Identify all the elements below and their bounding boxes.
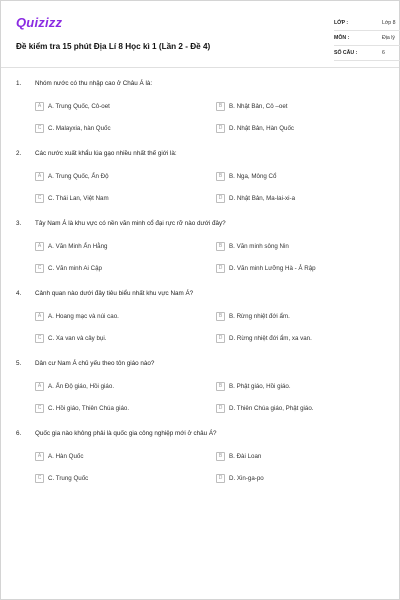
answer-option-c[interactable] [35,121,111,135]
option-letter-box[interactable]: A [35,452,44,461]
option-text: C. Xa van và cây bụi. [48,334,107,342]
option-text: A. Ấn Độ giáo, Hồi giáo. [48,382,115,390]
question-text: Dân cư Nam Á chủ yếu theo tôn giáo nào? [35,360,155,367]
question-text: Tây Nam Á là khu vực có nền văn minh cổ đại rực rỡ nào dưới đây? [35,220,226,227]
option-text: B. Nga, Mông Cổ [229,172,277,180]
option-text: D. Thiên Chúa giáo, Phật giáo. [229,404,314,412]
meta-label: MÔN : [334,35,350,41]
answer-option-c[interactable] [35,471,88,485]
answer-option-d[interactable] [216,121,294,135]
option-letter-box[interactable]: A [35,172,44,181]
option-text: C. Trung Quốc [48,474,89,482]
meta-row-count [334,46,400,61]
answer-option-d[interactable] [216,191,295,205]
option-letter-box[interactable]: D [216,194,225,203]
option-letter-box[interactable]: D [216,334,225,343]
question-5 [16,360,384,420]
answer-option-b[interactable] [216,309,290,323]
answer-option-d[interactable] [216,471,264,485]
option-text: B. Phật giáo, Hồi giáo. [229,382,291,390]
answer-option-c[interactable] [35,401,129,415]
answer-option-a[interactable] [35,99,110,113]
question-number: 6. [16,430,22,437]
option-letter-box[interactable]: A [35,242,44,251]
option-text: A. Trung Quốc, Ấn Độ [48,172,109,180]
answer-option-d[interactable] [216,261,316,275]
option-text: D. Nhật Bản, Ma-lai-xi-a [229,194,296,202]
question-number: 2. [16,150,22,157]
option-text: D. Rừng nhiệt đới ẩm, xa van. [229,334,312,342]
question-text: Nhóm nước có thu nhập cao ở Châu Á là: [35,80,153,87]
question-2 [16,150,384,210]
question-number: 5. [16,360,22,367]
question-text: Các nước xuất khẩu lúa gạo nhiều nhất thế giới là: [35,150,177,157]
question-number: 4. [16,290,22,297]
option-text: A. Hoang mạc và núi cao. [48,312,119,320]
answer-option-b[interactable] [216,169,276,183]
option-letter-box[interactable]: B [216,312,225,321]
meta-row-subject [334,31,400,46]
option-letter-box[interactable]: B [216,452,225,461]
meta-value: 6 [382,50,385,56]
option-text: C. Malayxia, hàn Quốc [48,124,111,132]
option-letter-box[interactable]: D [216,404,225,413]
option-letter-box[interactable]: B [216,172,225,181]
answer-option-c[interactable] [35,331,106,345]
option-text: B. Văn minh sông Nin [229,242,289,250]
question-3 [16,220,384,280]
option-text: B. Đài Loan [229,452,262,460]
quizizz-logo: Quizizz [16,15,63,30]
meta-label: SỐ CÂU : [334,50,358,56]
option-text: B. Rừng nhiệt đới ẩm. [229,312,290,320]
option-letter-box[interactable]: C [35,264,44,273]
meta-table [334,16,400,61]
option-letter-box[interactable]: B [216,242,225,251]
option-text: D. Văn minh Lưỡng Hà - Ả Rập [229,264,316,272]
option-letter-box[interactable]: B [216,382,225,391]
option-letter-box[interactable]: A [35,102,44,111]
question-number: 3. [16,220,22,227]
question-6 [16,430,384,490]
header-divider [1,67,399,68]
answer-option-a[interactable] [35,309,119,323]
answer-option-a[interactable] [35,379,114,393]
option-letter-box[interactable]: D [216,124,225,133]
option-text: C. Văn minh Ai Cập [48,264,102,272]
worksheet-title: Đề kiểm tra 15 phút Địa Lí 8 Học kì 1 (Lần 2 - Đề 4) [16,42,211,51]
answer-option-b[interactable] [216,449,261,463]
option-text: A. Văn Minh Ấn Hằng [48,242,108,250]
option-letter-box[interactable]: C [35,124,44,133]
answer-option-b[interactable] [216,99,287,113]
option-text: A. Trung Quốc, Cô-oet [48,102,110,110]
option-text: B. Nhật Bản, Cô –oet [229,102,288,110]
option-letter-box[interactable]: C [35,404,44,413]
question-4 [16,290,384,350]
option-text: C. Hồi giáo, Thiên Chúa giáo. [48,404,130,412]
option-letter-box[interactable]: A [35,312,44,321]
answer-option-d[interactable] [216,401,314,415]
option-text: D. Xin-ga-po [229,474,264,482]
option-letter-box[interactable]: D [216,474,225,483]
answer-option-b[interactable] [216,379,291,393]
option-letter-box[interactable]: C [35,474,44,483]
answer-option-a[interactable] [35,169,109,183]
option-text: D. Nhật Bản, Hàn Quốc [229,124,295,132]
question-text: Quốc gia nào không phải là quốc gia công nghiệp mới ở châu Á? [35,430,217,437]
meta-value: Địa lý [382,35,395,41]
option-text: A. Hàn Quốc [48,452,84,460]
answer-option-b[interactable] [216,239,289,253]
answer-option-c[interactable] [35,261,102,275]
option-letter-box[interactable]: B [216,102,225,111]
answer-option-a[interactable] [35,239,108,253]
option-letter-box[interactable]: D [216,264,225,273]
meta-label: LỚP : [334,20,349,26]
answer-option-d[interactable] [216,331,312,345]
option-letter-box[interactable]: C [35,334,44,343]
worksheet-header [16,11,396,61]
answer-option-c[interactable] [35,191,109,205]
question-1 [16,80,384,140]
meta-value: Lớp 8 [382,20,396,26]
option-letter-box[interactable]: A [35,382,44,391]
option-letter-box[interactable]: C [35,194,44,203]
answer-option-a[interactable] [35,449,83,463]
meta-row-class [334,16,400,31]
option-text: C. Thái Lan, Việt Nam [48,194,109,202]
question-number: 1. [16,80,22,87]
question-text: Cảnh quan nào dưới đây tiêu biểu nhất khu vực Nam Á? [35,290,194,297]
